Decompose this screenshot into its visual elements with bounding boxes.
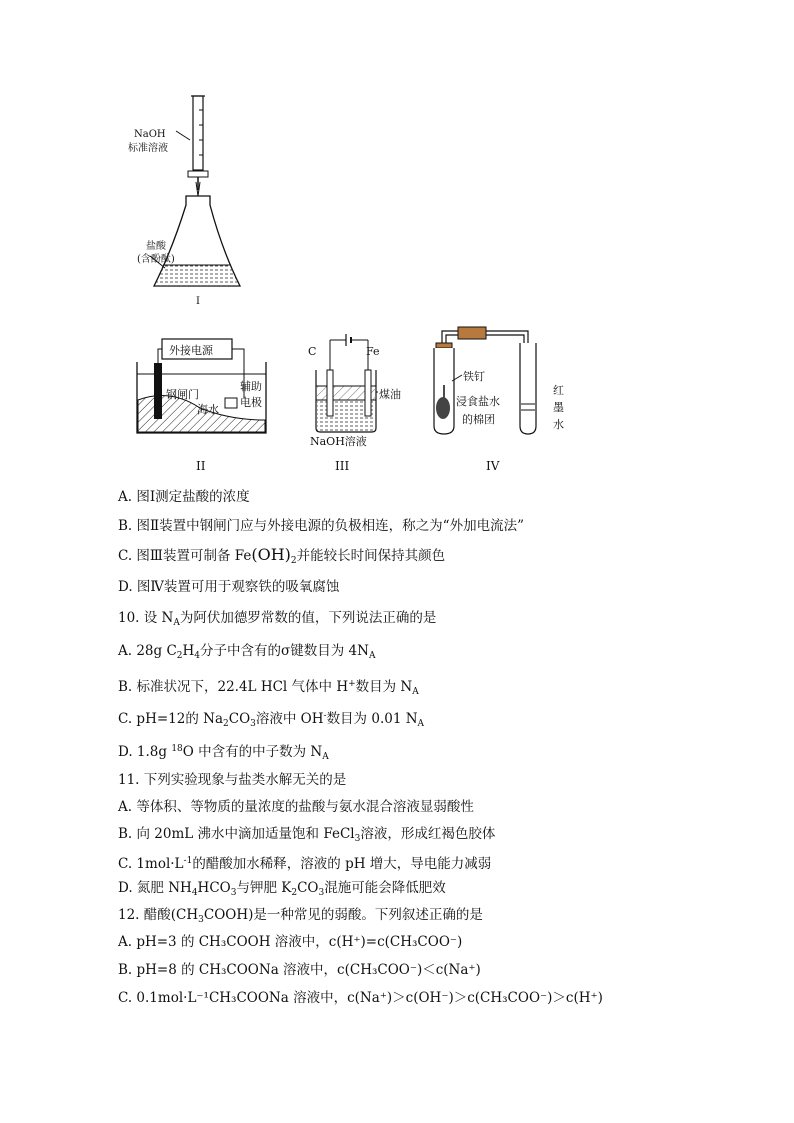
q11-option-b: B. 向 20mL 沸水中滴加适量饱和 FeCl$_3$溶液，形成红褐色胶体 bbox=[118, 826, 496, 844]
cotton-label-1: 浸食盐水 bbox=[456, 395, 500, 408]
titrant-label-1: NaOH bbox=[134, 129, 166, 140]
figure-4-corrosion bbox=[434, 327, 564, 473]
q11-option-d: D. 氮肥 $NH_4HCO_3$与钾肥 $K_2CO_3$混施可能会降低肥效 bbox=[118, 880, 446, 898]
q11-stem: 11. 下列实验现象与盐类水解无关的是 bbox=[118, 772, 347, 788]
aux-label-1: 辅助 bbox=[240, 380, 262, 393]
figure-1-titration bbox=[128, 96, 240, 307]
q9-option-d: D. 图Ⅳ装置可用于观察铁的吸氧腐蚀 bbox=[118, 579, 340, 595]
acid-label-1: 盐酸 bbox=[146, 241, 166, 252]
q10-option-b: B. 标准状况下，22.4L HCl 气体中 H+数目为 $N_A$ bbox=[118, 679, 419, 697]
titrant-label-2: 标准溶液 bbox=[128, 143, 168, 154]
q10-option-a: A. 28g $C_2H_4$分子中含有的σ键数目为 $4N_A$ bbox=[118, 643, 376, 661]
aux-label-2: 电极 bbox=[240, 396, 262, 409]
cotton-label-2: 的棉团 bbox=[462, 413, 495, 426]
q11-option-c: C. $1mol\cdot L^{-1}$的醋酸加水稀释，溶液的 pH 增大，导电能力减弱 bbox=[118, 856, 492, 872]
ink-label-3: 水 bbox=[553, 418, 564, 431]
stopper bbox=[436, 343, 452, 348]
acid-label-2: (含酚酞) bbox=[137, 254, 175, 265]
apparatus-figures bbox=[0, 0, 794, 480]
q9-option-c: C. 图Ⅲ装置可制备 $Fe(OH)_2$并能较长时间保持其颜色 bbox=[118, 545, 446, 566]
steel-gate bbox=[154, 363, 162, 419]
solution-label: NaOH溶液 bbox=[310, 435, 367, 448]
gate-label: 钢闸门 bbox=[166, 388, 199, 401]
kerosene-label: 煤油 bbox=[379, 388, 401, 401]
nail-label: 铁钉 bbox=[463, 370, 485, 383]
seawater-label: 海水 bbox=[197, 403, 219, 416]
aux-electrode bbox=[225, 398, 237, 408]
figure-3-caption: III bbox=[335, 459, 350, 473]
figure-2-caption: II bbox=[196, 459, 206, 473]
ink-label-1: 红 bbox=[553, 384, 564, 397]
rubber-joint bbox=[458, 327, 486, 339]
q10-option-d: D. 1.8g $^{18}$O 中含有的中子数为 $N_A$ bbox=[118, 744, 329, 762]
q11-option-a: A. 等体积、等物质的量浓度的盐酸与氨水混合溶液显弱酸性 bbox=[118, 799, 474, 815]
carbon-electrode bbox=[327, 370, 333, 416]
q12-option-c: C. 0.1mol·L⁻¹CH₃COONa 溶液中，c(Na⁺)＞c(OH⁻)＞c(CH₃COO⁻)＞c(H⁺) bbox=[118, 990, 603, 1006]
iron-electrode bbox=[365, 370, 371, 416]
ink-label-2: 墨 bbox=[553, 401, 564, 414]
stopcock bbox=[188, 171, 208, 177]
carbon-label: C bbox=[308, 345, 317, 358]
q10-option-c: C. pH=12的 $Na_2CO_3$溶液中 OH-数目为 0.01 $N_A$ bbox=[118, 711, 425, 729]
q12-option-a: A. pH=3 的 CH₃COOH 溶液中，c(H⁺)=c(CH₃COO⁻) bbox=[118, 934, 463, 950]
burette bbox=[193, 96, 203, 170]
q12-option-b: B. pH=8 的 CH₃COONa 溶液中，c(CH₃COO⁻)＜c(Na⁺) bbox=[118, 962, 481, 978]
q10-stem: 10. 设 $N_A$为阿伏加德罗常数的值，下列说法正确的是 bbox=[118, 610, 437, 628]
iron-label: Fe bbox=[366, 345, 380, 358]
power-label: 外接电源 bbox=[169, 344, 213, 357]
figures-area bbox=[0, 0, 794, 480]
figure-4-caption: IV bbox=[486, 459, 500, 473]
u-tube-arm bbox=[520, 343, 536, 434]
figure-2-impressed-current bbox=[137, 339, 266, 473]
q12-stem: 12. 醋酸$(CH_3COOH)$是一种常见的弱酸。下列叙述正确的是 bbox=[118, 907, 483, 925]
cotton-ball bbox=[436, 397, 450, 419]
figure-1-caption: I bbox=[196, 296, 200, 307]
figure-3-electrolysis bbox=[308, 334, 401, 473]
q9-option-b: B. 图Ⅱ装置中钢闸门应与外接电源的负极相连，称之为“外加电流法” bbox=[118, 518, 524, 534]
q9-option-a: A. 图I测定盐酸的浓度 bbox=[118, 489, 250, 505]
